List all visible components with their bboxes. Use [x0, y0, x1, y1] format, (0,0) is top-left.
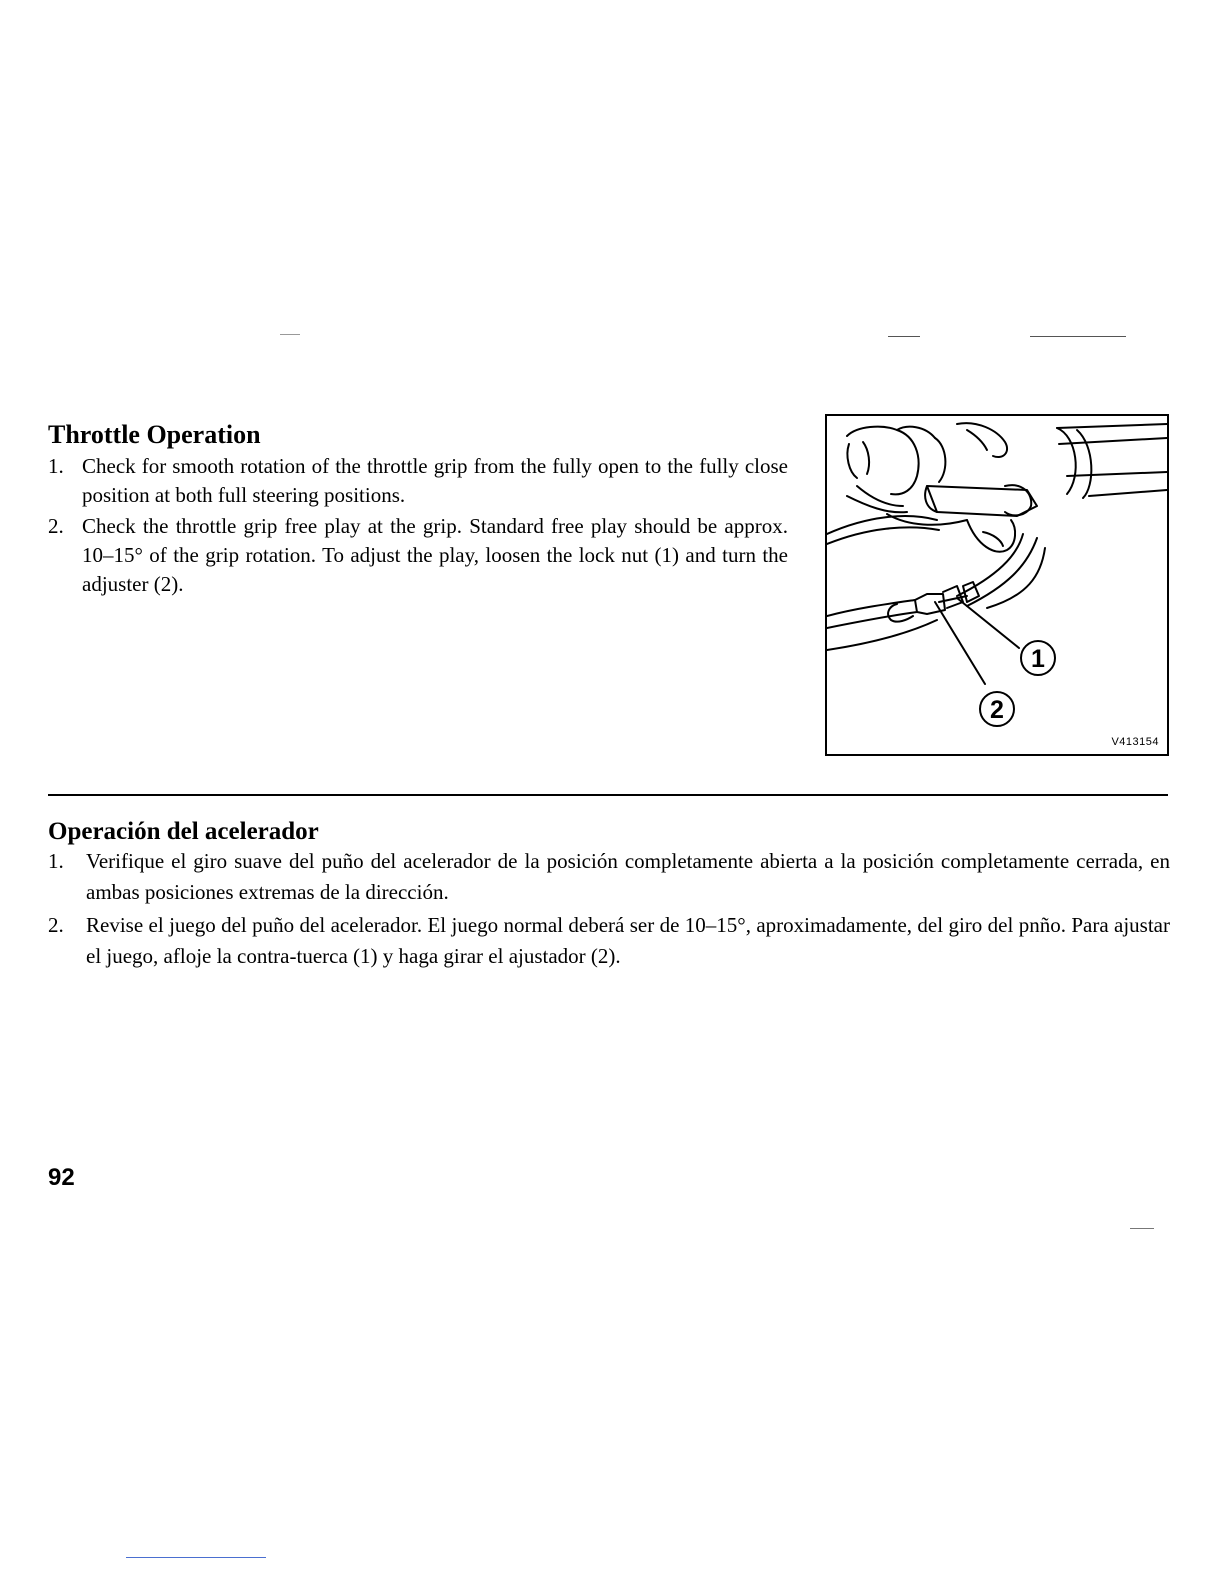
list-item: [48, 910, 1170, 972]
throttle-figure: [825, 414, 1169, 756]
spanish-heading: Operación del acelerador: [48, 818, 319, 845]
spanish-instruction-list: [48, 846, 1170, 974]
scan-artifact-rule: [888, 336, 920, 337]
item-text: Revise el juego del puño del acelerador. El juego normal deberá ser de 10–15°, aproximadamente, del giro del pnño. Para ajustar el juego, afloje la contra-tuerca (1) y haga girar el ajustador (2).: [86, 913, 1170, 968]
item-number: 2.: [48, 514, 64, 538]
scan-artifact-rule: [1030, 336, 1126, 337]
english-instruction-list: [48, 452, 788, 601]
figure-code: V413154: [1111, 736, 1159, 748]
list-item: [48, 512, 788, 599]
page-number: 92: [48, 1164, 75, 1191]
scan-artifact-rule: [126, 1557, 266, 1558]
item-number: 1.: [48, 849, 64, 873]
item-text: Verifique el giro suave del puño del acelerador de la posición completamente abierta a la posición completamente cerrada, en ambas posiciones extremas de la dirección.: [86, 849, 1170, 904]
item-number: 1.: [48, 454, 64, 478]
list-item: [48, 846, 1170, 908]
item-text: Check the throttle grip free play at the grip. Standard free play should be approx. 10–15° of the grip rotation. To adjust the play, loosen the lock nut (1) and turn the adjuster (2).: [82, 514, 788, 596]
item-number: 2.: [48, 913, 64, 937]
throttle-illustration: [827, 416, 1167, 754]
callout-2-label: 2: [990, 696, 1004, 724]
section-divider: [48, 794, 1168, 796]
scan-artifact-rule: [280, 334, 300, 335]
item-text: Check for smooth rotation of the throttle grip from the fully open to the fully close position at both full steering positions.: [82, 454, 788, 507]
callout-1-label: 1: [1031, 645, 1045, 673]
scan-artifact-rule: [1130, 1228, 1154, 1229]
english-heading: Throttle Operation: [48, 420, 261, 449]
list-item: [48, 452, 788, 510]
